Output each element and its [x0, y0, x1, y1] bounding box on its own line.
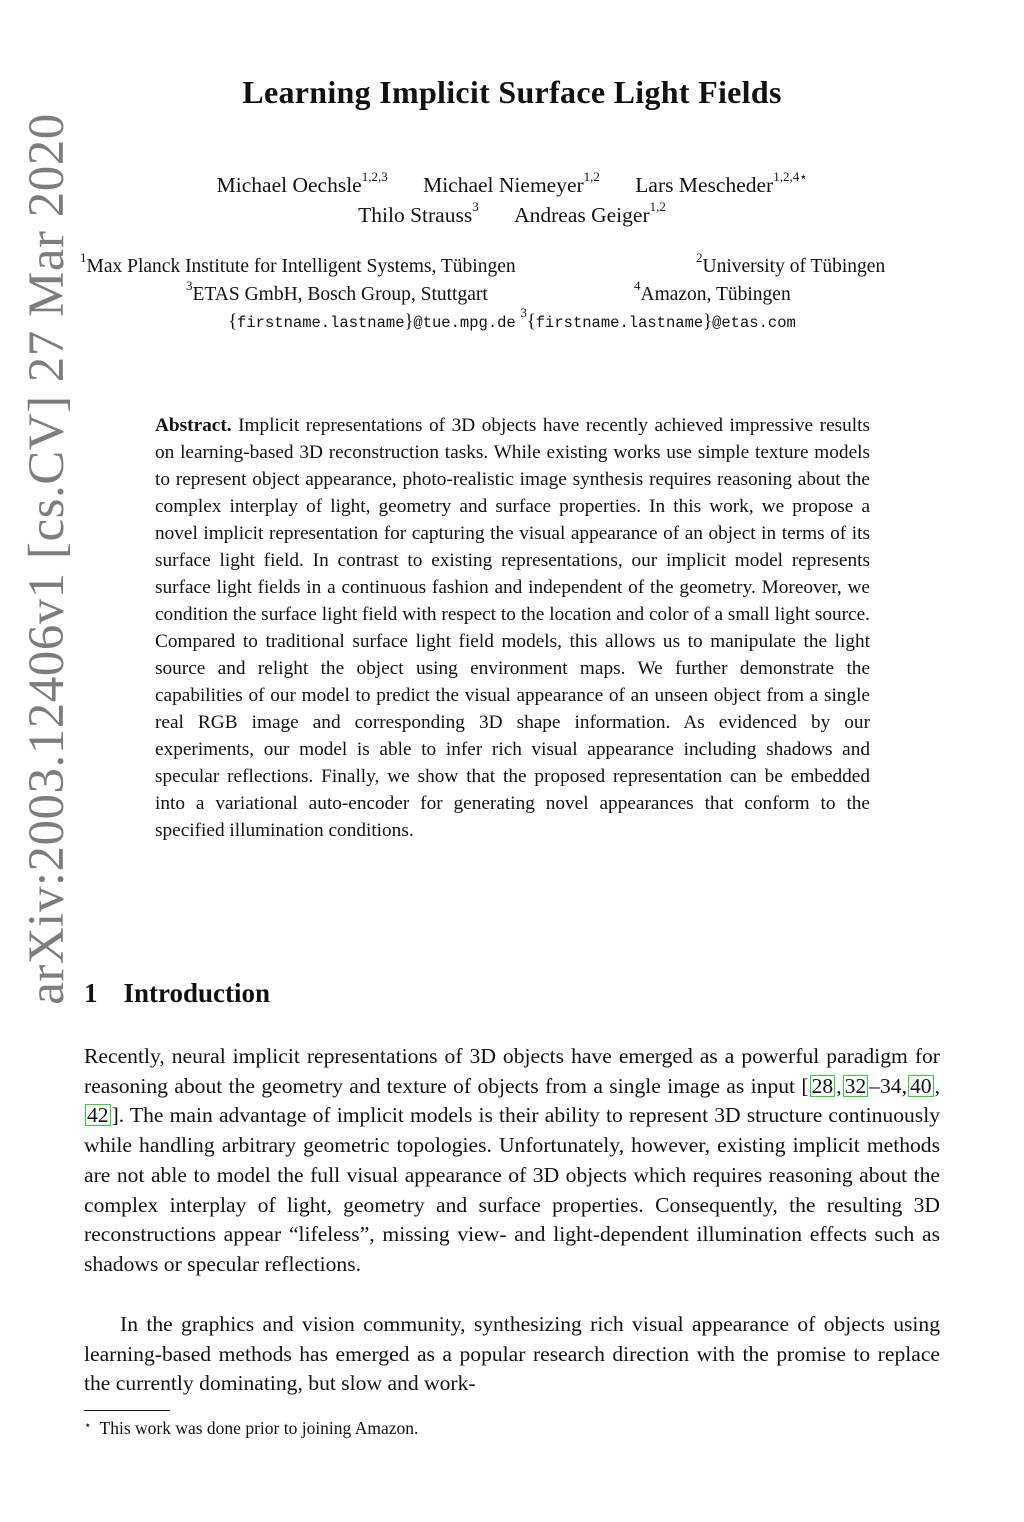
paper-title: Learning Implicit Surface Light Fields — [242, 74, 782, 110]
author-emails: {firstname.lastname}@tue.mpg.de $^3${firstname.lastname}@etas.com — [228, 304, 796, 332]
author-name: Michael Niemeyer$^{1,2}$ — [423, 168, 600, 197]
abstract-text: Implicit representations of 3D objects have recently achieved impressive results on learning-based 3D reconstruction tasks. While existing works use simple texture models to represent object appearance, photo-realistic image synthesis requires reasoning about the complex interplay of light, geometry and surface properties. In this work, we propose a novel implicit representation for capturing the visual appearance of an object in terms of its surface light field. In contrast to existing representations, our implicit model represents surface light fields in a continuous fashion and independent of the geometry. Moreover, we condition the surface light field with respect to the location and color of a small light source. Compared to traditional surface light field models, this allows us to manipulate the light source and relight the object using environment maps. We further demonstrate the capabilities of our model to predict the visual appearance of an unseen object from a single real RGB image and corresponding 3D shape information. As evidenced by our experiments, our model is able to infer rich visual appearance including shadows and specular reflections. Finally, we show that the proposed representation can be embedded into a variational auto-encoder for generating novel appearances that conform to the specified illumination conditions. — [155, 415, 870, 841]
affiliation: $^2$University of Tübingen — [696, 249, 886, 277]
footnote-mark: ⋆ — [84, 1418, 92, 1432]
citation-link[interactable]: 40 — [910, 1073, 932, 1098]
citation-link[interactable]: 28 — [811, 1073, 834, 1098]
footnote-text: This work was done prior to joining Amazon. — [99, 1418, 419, 1438]
email-address: {firstname.lastname}@etas.com — [526, 312, 796, 332]
affiliation: $^1$Max Planck Institute for Intelligent Systems, Tübingen — [80, 249, 516, 277]
author-name: Michael Oechsle$^{1,2,3}$ — [216, 168, 388, 197]
citation-link[interactable]: 42 — [87, 1103, 109, 1128]
abstract-label: Abstract. — [155, 415, 232, 436]
author-name: Thilo Strauss$^3$ — [358, 198, 479, 227]
email-address: {firstname.lastname}@tue.mpg.de — [228, 312, 516, 332]
author-list-line-2 — [100, 198, 924, 228]
author-name: Lars Mescheder$^{1,2,4⋆}$ — [635, 168, 808, 197]
footnote-divider — [84, 1410, 170, 1411]
section-heading-introduction — [84, 978, 270, 1009]
section-title: Introduction — [123, 978, 271, 1008]
section-number: 1 — [84, 978, 98, 1008]
footnote — [84, 1418, 418, 1439]
author-list-line-1 — [100, 168, 924, 198]
affiliation: $^4$Amazon, Tübingen — [634, 277, 791, 305]
affiliation: $^3$ETAS GmbH, Bosch Group, Stuttgart — [186, 277, 488, 305]
citation-link[interactable]: 32 — [844, 1073, 867, 1098]
intro-paragraph-2: In the graphics and vision community, synthesizing rich visual appearance of objects using learning-based methods has emerged as a popular research direction with the promise to replace the currently dominating, but slow and work- — [84, 1312, 940, 1396]
author-name: Andreas Geiger$^{1,2}$ — [514, 198, 666, 227]
abstract — [155, 412, 870, 844]
intro-paragraph-1: Recently, neural implicit representations of 3D objects have emerged as a powerful paradigm for reasoning about the geometry and texture of objects from a single image as input [ 28 , 32 –34, 40 ,42 ]. The main advantage of implicit models is their ability to represent 3D structure continuously while handling arbitrary geometric topologies. Unfortunately, however, existing implicit methods are not able to model the full visual appearance of 3D objects which requires reasoning about the complex interplay of light, geometry and surface properties. Consequently, the resulting 3D reconstructions appear “lifeless”, missing view- and light-dependent illumination effects such as shadows or specular reflections. — [84, 1044, 940, 1276]
arxiv-identifier-stamp: arXiv:2003.12406v1 [cs.CV] 27 Mar 2020 — [19, 113, 75, 1005]
